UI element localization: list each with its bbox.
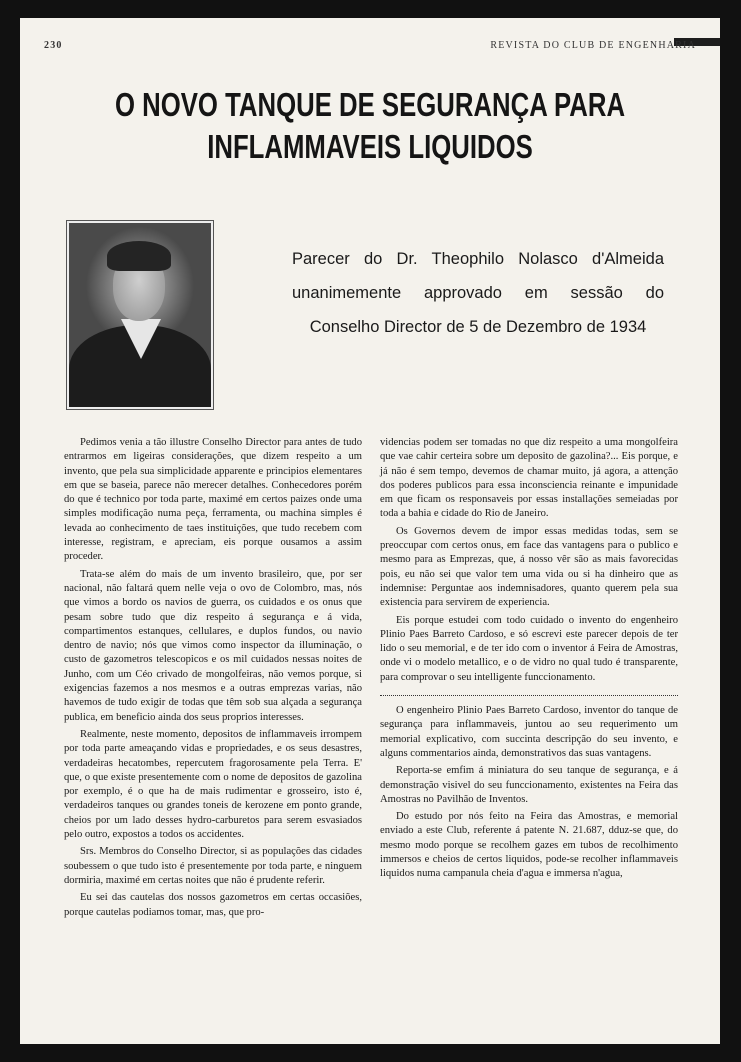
article-title-line-2: INFLAMMAVEIS LIQUIDOS xyxy=(207,128,533,165)
author-portrait xyxy=(66,220,214,410)
section-divider xyxy=(380,695,678,696)
paragraph: Trata-se além do mais de um invento brasileiro, que, por ser nacional, não faltará quem nelle veja o ovo de Colombro, mas, nós que vimos a bordo os navios de guerra, os cuidados e os onus que pesam sobre tudo que diz respeito á segurança e á vida, compartimentos estanques, cellulares, e duplos fundos, ou navio dentro de navio; nós que vimos como inspector da illuminação, o custo de gazometros telescopicos e os mil cuidados nessas noites de Junho, com um Céo crivado de mongolfeiras, não vemos porque, si exigencias fazemos a nos mesmos e a outras emprezas varias, não havemos de tudo exigir de todas que têm sob sua alçada a segurança publica, em beneficio ainda dos seus proprios interesses. xyxy=(64,568,362,723)
text-column-left xyxy=(64,436,362,923)
paragraph: videncias podem ser tomadas no que diz respeito a uma mongolfeira que vae cahir certeira sobre um deposito de gazolina?... Eis porque, e já não é sem tempo, devemos de chamar muito, já agora, a attenção dos poderes publicos para essa inconsciencia reinante e impunidade em que ficam os responsaveis por essas installações semeiadas por toda a bahia e cidade do Rio de Janeiro. xyxy=(380,437,678,520)
text-column-right xyxy=(380,436,678,885)
article-title xyxy=(97,84,643,168)
paragraph: Pedimos venia a tão illustre Conselho Director para antes de tudo entrarmos em ligeiras considerações, que dizem respeito a um invento, que pela sua simplicidade apparente e principios elementares em que se baseia, parece não merecer detalhes. Conhecedores porém do que é technico por toda parte, maximé em certos paizes onde uma simples modificação numa peça, ferramenta, ou machina simples é levada ao conhecimento de taes instituições, que tudo recebem com interesse, registram, e apreciam, eis porque ousamos a assim proceder. xyxy=(64,437,362,563)
paragraph: Reporta-se emfim á miniatura do seu tanque de segurança, e á demonstração visivel do seu funccionamento, existentes na Feira das Amostras no Pavilhão de Inventos. xyxy=(380,765,678,805)
paragraph: O engenheiro Plinio Paes Barreto Cardoso, inventor do tanque de segurança para inflammaveis, juntou ao seu requerimento um memorial explicativo, com succinta descripção do seu invento, e alguns commentarios ainda, demonstrativos das suas vantagens. xyxy=(380,705,678,759)
article-subtitle: Parecer do Dr. Theophilo Nolasco d'Almeida unanimemente approvado em sessão do Conselho Director de 5 de Dezembro de 1934 xyxy=(292,250,664,336)
journal-name: REVISTA DO CLUB DE ENGENHARIA xyxy=(490,40,696,51)
article-title-line-1: O NOVO TANQUE DE SEGURANÇA PARA xyxy=(114,86,626,123)
document-page xyxy=(20,18,720,1044)
paragraph: Realmente, neste momento, depositos de inflammaveis irrompem por toda parte ameaçando vidas e propriedades, e os seus desastres, verdadeiras hecatombes, repercutem fragorosamente pela Terra. E' que, o que existe presentemente com o nome de depositos de gazolina por exemplo, é o que ha de mais rudimentar e grosseiro, isto é, verdadeiros tanques ou grandes toneis de kerozene em ponto grande, cheios por um lado desses hydro-carburetos para serem esvasiados pelo outro, expostos a todos os accidentes. xyxy=(64,728,362,841)
paragraph: Srs. Membros do Conselho Director, si as populações das cidades soubessem o que tudo isto é presentemente por toda parte, e ninguem dormiria, maximé em certas noites que não é prudente referir. xyxy=(64,846,362,886)
page-number: 230 xyxy=(44,40,63,51)
paragraph: Os Governos devem de impor essas medidas todas, sem se preoccupar com certos onus, em face das vantagens para o publico e mesmo para as Emprezas, que, á nosso vêr são as mais favorecidas pois, eu não sei que valor tem uma vida ou si ha dinheiro que as indemnise: Perguntae aos indemnisadores, quanto querem pela sua existencia para servirem de experiencia. xyxy=(380,525,678,609)
paragraph: Eu sei das cautelas dos nossos gazometros em certas occasiões, porque cautelas podiamos tomar, mas, que pro- xyxy=(64,892,362,918)
portrait-photo xyxy=(69,223,211,407)
paragraph: Do estudo por nós feito na Feira das Amostras, e memorial enviado a este Club, referente á patente N. 21.687, dduz-se que, do mesmo modo porque se recolhem gazes em tubos de recolhimento immersos e cheios de certos liquidos, pode-se recolher inflammaveis liquidos numa campanula cheia d'agua e immersa n'agua, xyxy=(380,811,678,880)
paragraph: Eis porque estudei com todo cuidado o invento do engenheiro Plinio Paes Barreto Cardoso, e só escrevi este parecer depois de ter lido o seu memorial, e de ter ido com o inventor á Feira de Amostras, onde vi o modelo metallico, e o de vidro no qual tudo é transparente, para comprovar o seu intelligente funccionamento. xyxy=(380,614,678,683)
